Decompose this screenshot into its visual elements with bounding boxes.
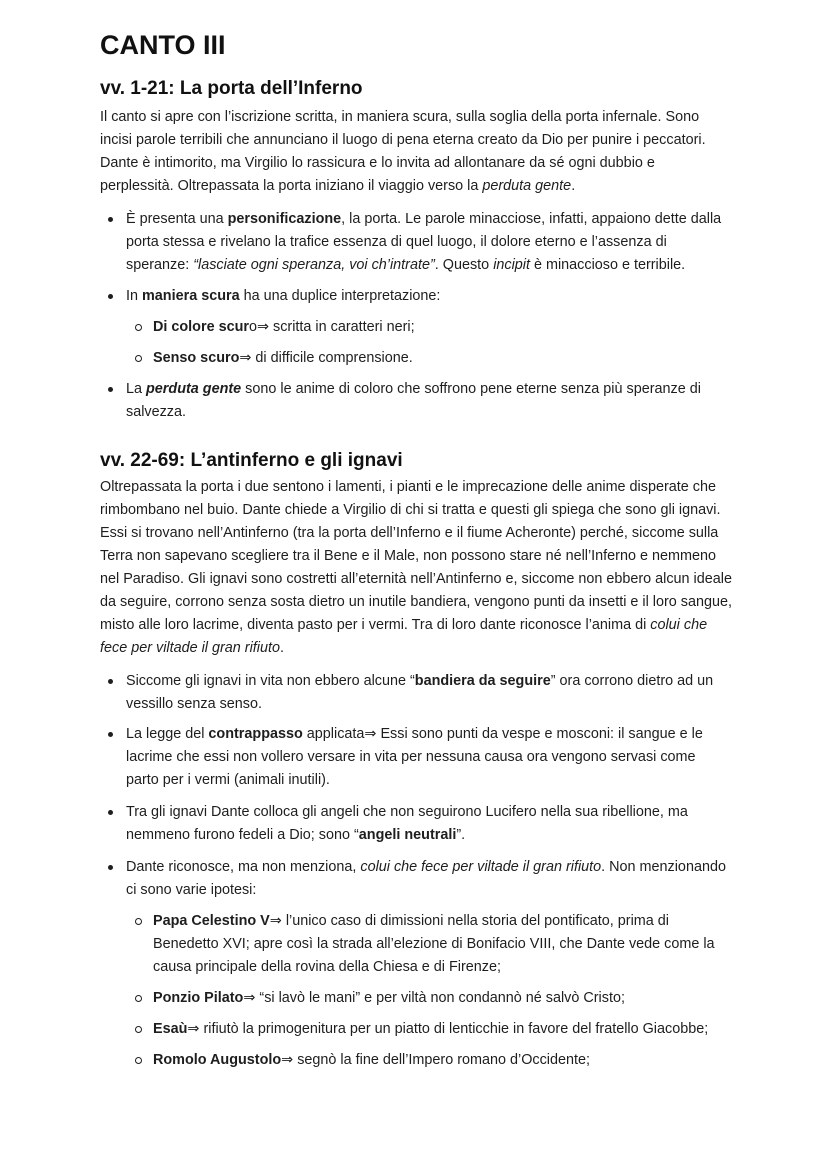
sub-list-item: Papa Celestino V⇒ l’unico caso di dimissioni nella storia del pontificato, prima di Benedetto XVI; apre così la strada all’elezione di Bonifacio VIII, che Dante vede come la causa principale della rovina della Chiesa e di Firenze; xyxy=(126,910,732,979)
sub-list-item: Senso scuro⇒ di difficile comprensione. xyxy=(126,347,732,370)
sub-list-item: Esaù⇒ rifiutò la primogenitura per un piatto di lenticchie in favore del fratello Giacobbe; xyxy=(126,1018,732,1041)
bullet-list xyxy=(100,670,732,1072)
list-item: Siccome gli ignavi in vita non ebbero alcune “bandiera da seguire” ora corrono dietro ad un vessillo senza senso. xyxy=(100,670,732,716)
list-item: Dante riconosce, ma non menziona, colui che fece per viltade il gran rifiuto. Non menzionando ci sono varie ipotesi: Papa Celestino V⇒ l’unico caso di dimissioni nella storia del pontificato, prima di Benedetto XVI; apre così la strada all’elezione di Bonifacio VIII, che Dante vede come la causa principale della rovina della Chiesa e di Firenze; Ponzio Pilato⇒ “si lavò le mani” e per viltà non condannò né salvò Cristo; Esaù⇒ rifiutò la primogenitura per un piatto di lenticchie in favore del fratello Giacobbe; Romolo Augustolo⇒ segnò la fine dell’Impero romano d’Occidente; xyxy=(100,856,732,1072)
page-title: CANTO III xyxy=(100,30,226,60)
section-heading: vv. 22-69: L’antinferno e gli ignavi xyxy=(100,450,403,471)
sub-list-item: Di colore scuro⇒ scritta in caratteri neri; xyxy=(126,316,732,339)
sub-list xyxy=(126,910,732,1072)
bullet-list xyxy=(100,208,732,424)
sub-list-item: Ponzio Pilato⇒ “si lavò le mani” e per viltà non condannò né salvò Cristo; xyxy=(126,987,732,1010)
section-paragraph: Oltrepassata la porta i due sentono i lamenti, i pianti e le imprecazione delle anime disperate che rimbombano nel buio. Dante chiede a Virgilio di chi si tratta e questi gli spiega che sono gli ignavi. Essi si trovano nell’Antinferno (tra la porta dell’Inferno e il fiume Acheronte) perché, siccome sulla Terra non sapevano scegliere tra il Bene e il Male, non possono stare né nell’Inferno e nemmeno nel Paradiso. Gli ignavi sono costretti all’eternità nell’Antinferno e, siccome non ebbero alcun ideale da seguire, corrono senza sosta dietro un inutile bandiera, vengono punti da insetti e il loro sangue, misto alle loro lacrime, diventa pasto per i vermi. Tra di loro dante riconosce l’anima di colui che fece per viltade il gran rifiuto. xyxy=(100,479,733,656)
sub-list-item: Romolo Augustolo⇒ segnò la fine dell’Impero romano d’Occidente; xyxy=(126,1049,732,1072)
section-paragraph: Il canto si apre con l’iscrizione scritta, in maniera scura, sulla soglia della porta infernale. Sono incisi parole terribili che annunciano il luogo di pena eterna creato da Dio per punire i peccatori. Dante è intimorito, ma Virgilio lo rassicura e lo invita ad allontanare da sé ogni dubbio e perplessità. Oltrepassata la porta iniziano il viaggio verso la perduta gente. xyxy=(100,109,706,194)
sub-list xyxy=(126,316,732,370)
list-item: Tra gli ignavi Dante colloca gli angeli che non seguirono Lucifero nella sua ribellione, ma nemmeno furono fedeli a Dio; sono “angeli neutrali”. xyxy=(100,801,732,847)
list-item: La perduta gente sono le anime di coloro che soffrono pene eterne senza più speranze di salvezza. xyxy=(100,378,732,424)
list-item: In maniera scura ha una duplice interpretazione: Di colore scuro⇒ scritta in caratteri neri; Senso scuro⇒ di difficile comprensione. xyxy=(100,285,732,370)
list-item: La legge del contrappasso applicata⇒ Essi sono punti da vespe e mosconi: il sangue e le lacrime che essi non vollero versare in vita per nessuna causa ora vengono servasi come parto per i vermi (animali inutili). xyxy=(100,723,732,792)
section-heading: vv. 1-21: La porta dell’Inferno xyxy=(100,78,363,99)
list-item: È presenta una personificazione, la porta. Le parole minacciose, infatti, appaiono dette dalla porta stessa e rivelano la trafice essenza di quel luogo, il dolore eterno e l’assenza di speranze: “lasciate ogni speranza, voi ch’intrate”. Questo incipit è minaccioso e terribile. xyxy=(100,208,732,277)
